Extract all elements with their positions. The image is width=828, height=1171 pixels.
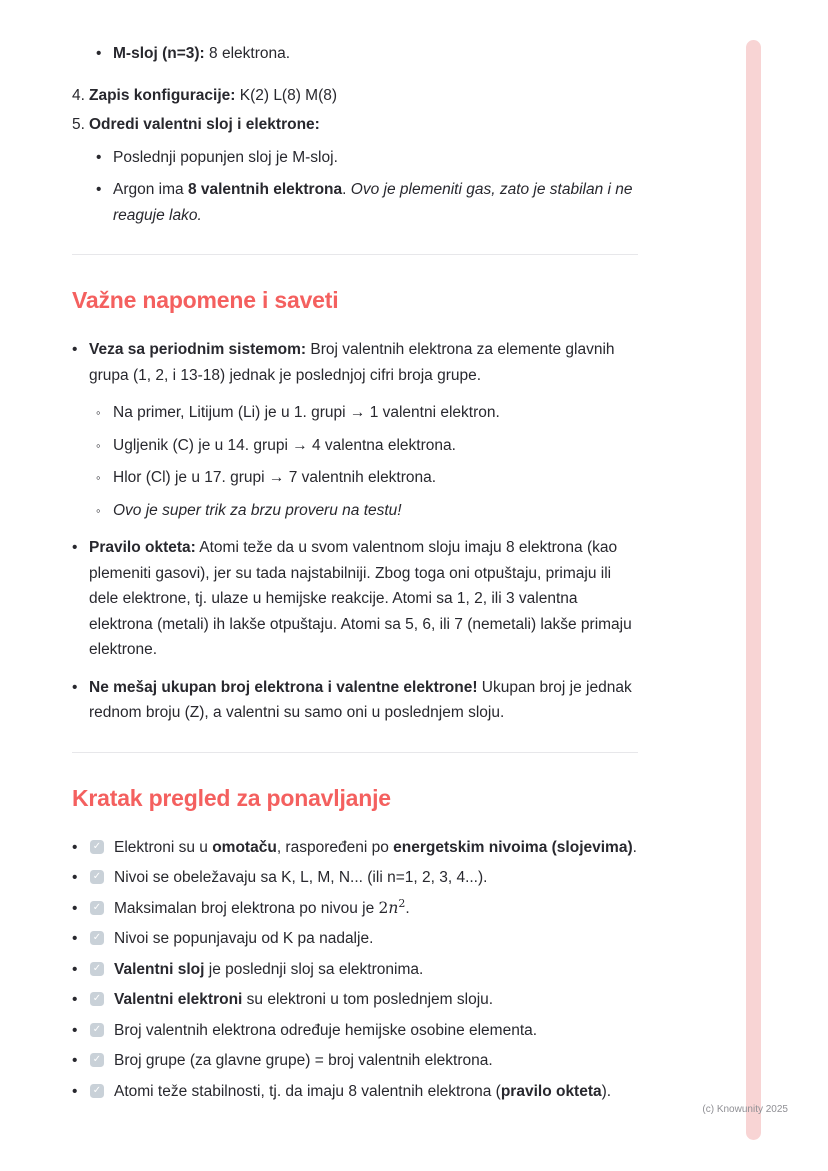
list-item (72, 112, 638, 138)
circle-bullet-icon: ◦ (96, 437, 101, 453)
text-segment: Maksimalan broj elektrona po nivou je (114, 899, 379, 917)
list-item-text (113, 400, 638, 426)
text-segment: Elektroni su u (114, 838, 213, 856)
text-segment: n (388, 898, 399, 917)
list-item-text (114, 1048, 638, 1074)
notes-bullet-list (72, 337, 638, 726)
list-item (72, 675, 638, 726)
list-item-text (113, 465, 638, 491)
list-item-text (114, 987, 638, 1013)
text-segment: je poslednji sloj sa elektronima. (204, 960, 424, 978)
bullet-icon: • (72, 1052, 78, 1069)
text-segment: Hlor (Cl) je u 17. grupi → 7 valentnih elektrona. (113, 469, 437, 486)
review-checklist (72, 835, 638, 1105)
text-segment: Ukupan broj je jednak rednom broju (Z), a valentni su samo oni u poslednjem sloju. (89, 678, 632, 721)
text-segment: Ovo je super trik za brzu proveru na testu! (113, 501, 402, 519)
list-item-text (114, 1018, 638, 1044)
bullet-icon: • (72, 899, 78, 917)
checkbox-checked-icon: ✓ (90, 992, 104, 1006)
text-segment: Ugljenik (C) je u 14. grupi → 4 valentna elektrona. (113, 436, 456, 454)
text-segment: Veza sa periodnim sistemom: (89, 341, 307, 358)
bullet-icon: • (72, 930, 78, 947)
text-segment: Broj grupe (za glavne grupe) = broj valentnih elektrona. (114, 1052, 493, 1069)
bullet-icon: • (72, 539, 78, 556)
checkbox-checked-icon: ✓ (90, 840, 104, 854)
text-segment: Atomi teže stabilnosti, tj. da imaju 8 valentnih elektrona ( (114, 1082, 501, 1100)
list-item (72, 535, 638, 663)
list-item (96, 400, 638, 426)
text-segment: 8 valentnih elektrona (187, 181, 343, 198)
list-item (72, 1018, 638, 1044)
text-segment: Broj valentnih elektrona za elemente glavnih grupa (1, 2, i 13-18) jednak je poslednjoj cifri broja grupe. (89, 341, 615, 384)
text-segment: Poslednji popunjen sloj je M-sloj. (113, 148, 338, 166)
list-item (96, 41, 638, 67)
text-segment: Nivoi se obeležavaju sa K, L, M, N... (ili n=1, 2, 3, 4...). (114, 869, 488, 886)
text-segment: 2 (378, 898, 389, 917)
list-item (96, 465, 638, 491)
checkbox-checked-icon: ✓ (90, 1023, 104, 1037)
text-segment: Pravilo okteta: (89, 539, 196, 556)
text-segment: Ovo je plemeniti gas, zato je stabilan i ne reaguje lako. (113, 181, 633, 224)
text-segment: Na primer, Litijum (Li) je u 1. grupi → 1 valentni elektron. (113, 404, 500, 421)
bullet-icon: • (72, 838, 78, 856)
bullet-icon: • (96, 148, 102, 166)
list-item (96, 145, 638, 171)
numbered-list (72, 83, 638, 229)
text-segment: 2 (398, 896, 406, 910)
text-segment: , raspoređeni po (276, 838, 394, 856)
circle-bullet-icon: ◦ (96, 502, 101, 518)
list-number: 5. (72, 116, 85, 133)
text-segment: K(2) L(8) M(8) (235, 86, 338, 104)
text-segment: M-sloj (n=3): (113, 45, 205, 62)
bullet-icon: • (96, 45, 102, 62)
list-item (72, 1048, 638, 1074)
list-item (72, 957, 638, 983)
bullet-icon: • (72, 960, 78, 978)
checkbox-checked-icon: ✓ (90, 870, 104, 884)
text-segment: Odredi valentni sloj i elektrone: (89, 116, 320, 133)
text-segment: Atomi teže da u svom valentnom sloju imaju 8 elektrona (kao plemeniti gasovi), jer su tada najstabilniji. Zbog toga oni otpuštaju, primaju ili dele elektrone, tj. ulaze u hemijske reakcije. Atomi sa 1, 2, ili 3 valentna elektrona (metali) ih lakše otpuštaju. Atomi sa 5, 6, ili 7 (nemetali) lakše primaju elektrone. (89, 539, 632, 658)
list-item (96, 177, 638, 228)
list-item (72, 1079, 638, 1105)
bullet-icon: • (96, 181, 102, 198)
text-segment: . (632, 838, 637, 856)
text-segment: Broj valentnih elektrona određuje hemijske osobine elementa. (114, 1021, 538, 1039)
list-item (72, 865, 638, 891)
scrollbar[interactable] (746, 40, 761, 1140)
list-item (72, 987, 638, 1013)
list-item-text (113, 433, 638, 459)
bullet-icon: • (72, 341, 78, 358)
list-item-text (114, 896, 638, 922)
text-segment: Ne mešaj ukupan broj elektrona i valentne elektrone! (89, 678, 478, 696)
text-segment: pravilo okteta (500, 1082, 602, 1100)
list-item-text (113, 498, 638, 524)
list-item (96, 498, 638, 524)
checkbox-checked-icon: ✓ (90, 901, 104, 915)
text-segment: Zapis konfiguracije: (89, 86, 236, 104)
list-item-text (114, 926, 638, 952)
text-segment: omotaču (212, 838, 277, 856)
list-number: 4. (72, 86, 85, 104)
bullet-icon: • (72, 1082, 78, 1100)
checkbox-checked-icon: ✓ (90, 931, 104, 945)
list-item-text (114, 1079, 638, 1105)
text-segment: energetskim nivoima (slojevima) (393, 838, 633, 856)
section-divider (72, 254, 638, 255)
text-segment: . (342, 181, 351, 198)
text-segment: Valentni sloj (114, 960, 205, 978)
bullet-icon: • (72, 869, 78, 886)
list-item (72, 926, 638, 952)
text-segment: Valentni elektroni (114, 991, 243, 1008)
list-item-text (114, 835, 638, 861)
list-item-text (89, 83, 638, 109)
list-item (72, 896, 638, 922)
list-item-text (114, 957, 638, 983)
text-segment: . (405, 899, 410, 917)
list-item-text (113, 145, 638, 171)
list-item (72, 337, 638, 388)
section-heading-review: Kratak pregled za ponavljanje (72, 784, 391, 811)
text-segment: su elektroni u tom poslednjem sloju. (242, 991, 494, 1008)
section-heading-notes: Važne napomene i saveti (72, 287, 339, 313)
text-segment: Argon ima (113, 181, 188, 198)
section-divider (72, 752, 638, 753)
bullet-icon: • (72, 1021, 78, 1039)
list-item-text (89, 535, 638, 663)
list-item-text (113, 41, 638, 67)
intro-sub-list (72, 41, 638, 67)
list-item-text (89, 112, 638, 138)
checkbox-checked-icon: ✓ (90, 1084, 104, 1098)
list-item (72, 835, 638, 861)
list-item-text (89, 337, 638, 388)
list-item (72, 83, 638, 109)
copyright-text: (c) Knowunity 2025 (702, 1104, 788, 1115)
text-segment: Nivoi se popunjavaju od K pa nadalje. (114, 930, 374, 947)
checkbox-checked-icon: ✓ (90, 962, 104, 976)
checkbox-checked-icon: ✓ (90, 1053, 104, 1067)
circle-bullet-icon: ◦ (96, 470, 101, 485)
list-item (96, 433, 638, 459)
bullet-icon: • (72, 991, 78, 1008)
text-segment: ). (601, 1082, 612, 1100)
list-item-text (113, 177, 638, 228)
list-item-text (114, 865, 638, 891)
list-item-text (89, 675, 638, 726)
circle-bullet-icon: ◦ (96, 405, 101, 420)
text-segment: 8 elektrona. (204, 45, 291, 62)
document-content (72, 34, 638, 1109)
bullet-icon: • (72, 678, 78, 696)
